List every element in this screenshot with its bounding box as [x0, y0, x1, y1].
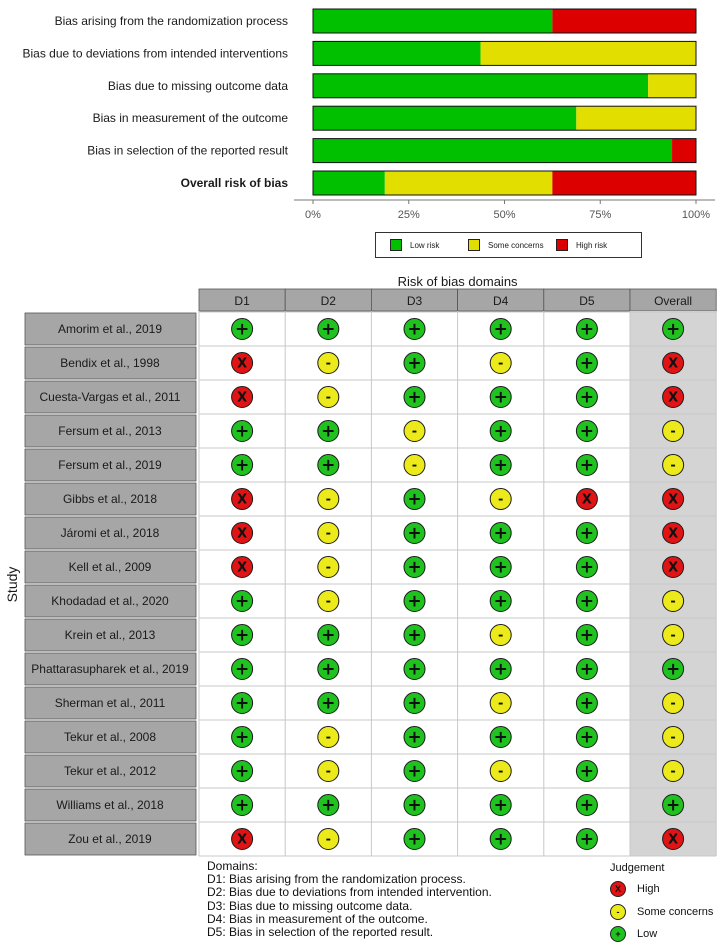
- judgement-glyph: +: [493, 319, 508, 340]
- judgement-glyph: +: [321, 421, 336, 442]
- judgement-glyph: +: [234, 421, 250, 442]
- judgement-glyph: +: [407, 761, 422, 782]
- domains-heading: Domains:: [207, 859, 258, 873]
- legend-swatch-high-risk: [556, 239, 568, 251]
- judgement-glyph: +: [234, 625, 250, 646]
- judgement-glyph: -: [411, 458, 418, 474]
- judgement-glyph: +: [493, 727, 508, 748]
- judgement-glyph: X: [668, 390, 679, 406]
- traffic-plot-title: Risk of bias domains: [397, 274, 518, 289]
- x-tick-label: 50%: [493, 209, 516, 221]
- study-label-bendix-et-al-1998: Bendix et al., 1998: [60, 356, 160, 370]
- judgement-glyph: -: [670, 424, 676, 440]
- judgement-glyph: +: [579, 319, 595, 340]
- bar-segment-high-risk: [552, 9, 696, 33]
- domain-line-d1: D1: Bias arising from the randomization process.: [207, 872, 466, 887]
- bar-segment-low-risk: [313, 41, 481, 65]
- summary-bar-chart: [0, 0, 726, 226]
- study-label-kell-et-al-2009: Kell et al., 2009: [68, 560, 152, 574]
- judgement-glyph: +: [407, 523, 422, 544]
- judgement-glyph: +: [665, 659, 681, 680]
- legend-label-some-concerns: Some concerns: [488, 240, 544, 250]
- legend-swatch-low-risk: [390, 239, 402, 251]
- judgement-glyph: X: [237, 492, 248, 508]
- judgement-glyph: +: [407, 625, 422, 646]
- judgement-glyph: +: [579, 591, 595, 612]
- study-label-fersum-et-al-2019: Fersum et al., 2019: [58, 458, 162, 472]
- judgement-glyph: -: [325, 730, 332, 746]
- category-label-bias-due-to-deviations-from-intended-interventions: Bias due to deviations from intended interventions: [22, 46, 288, 61]
- judgement-glyph: +: [321, 625, 336, 646]
- column-header-label-d3: D3: [406, 294, 423, 308]
- low-risk-icon: +: [610, 926, 626, 942]
- category-label-bias-arising-from-the-randomization-process: Bias arising from the randomization process: [54, 14, 288, 28]
- bar-segment-some-concerns: [648, 74, 696, 98]
- judgement-glyph: +: [579, 557, 595, 578]
- judgement-glyph: +: [579, 387, 595, 408]
- judgement-glyph: +: [665, 319, 681, 340]
- study-label-fersum-et-al-2013: Fersum et al., 2013: [58, 424, 162, 438]
- judgement-glyph: +: [493, 455, 508, 476]
- judgement-glyph: +: [407, 557, 422, 578]
- x-tick-label: 100%: [681, 209, 711, 221]
- judgement-glyph: +: [579, 761, 595, 782]
- high-risk-icon: X: [610, 881, 626, 897]
- study-label-krein-et-al-2013: Krein et al., 2013: [64, 628, 156, 642]
- judgement-glyph: +: [234, 795, 250, 816]
- judgement-glyph: X: [668, 832, 679, 848]
- judgement-glyph: X: [237, 356, 248, 372]
- study-label-tekur-et-al-2008: Tekur et al., 2008: [63, 730, 157, 744]
- judgement-glyph: +: [493, 829, 508, 850]
- legend-label-low-risk: Low risk: [410, 240, 440, 250]
- bar-segment-some-concerns: [576, 106, 696, 130]
- legend-item-high-risk: [556, 239, 607, 251]
- judgement-glyph: +: [234, 761, 250, 782]
- judgement-glyph: +: [234, 591, 250, 612]
- judgement-glyph: -: [670, 594, 676, 610]
- legend-label-high-risk: High risk: [576, 240, 608, 250]
- judgement-glyph: -: [670, 628, 676, 644]
- judgement-glyph: +: [234, 727, 250, 748]
- judgement-glyph: +: [321, 693, 336, 714]
- judgement-label-low: Low: [637, 928, 658, 940]
- judgement-glyph: -: [497, 628, 504, 644]
- judgement-glyph: +: [321, 659, 336, 680]
- judgement-glyph: +: [579, 727, 595, 748]
- study-axis-label: Study: [4, 566, 20, 603]
- judgement-glyph: +: [407, 591, 422, 612]
- judgement-label-high: High: [637, 883, 660, 895]
- judgement-glyph: +: [234, 455, 250, 476]
- study-label-phattarasupharek-et-al-2019: Phattarasupharek et al., 2019: [31, 662, 189, 676]
- bar-segment-low-risk: [313, 9, 552, 33]
- legend-item-low-risk: [390, 239, 439, 251]
- x-tick-label: 75%: [589, 209, 612, 221]
- column-header-label-d4: D4: [493, 294, 509, 308]
- study-label-sherman-et-al-2011: Sherman et al., 2011: [54, 696, 166, 710]
- judgement-glyph: -: [411, 424, 418, 440]
- judgement-glyph: +: [579, 523, 595, 544]
- legend-swatch-some-concerns: [468, 239, 480, 251]
- judgement-glyph: X: [237, 390, 248, 406]
- judgement-glyph: X: [668, 526, 679, 542]
- study-label-cuesta-vargas-et-al-2011: Cuesta-Vargas et al., 2011: [39, 390, 181, 404]
- category-label-bias-in-measurement-of-the-outcome: Bias in measurement of the outcome: [92, 111, 288, 126]
- legend-item-some-concerns: [468, 239, 544, 251]
- judgement-glyph: +: [407, 387, 422, 408]
- judgement-glyph: +: [579, 455, 595, 476]
- judgement-glyph: -: [325, 390, 332, 406]
- study-label-j-romi-et-al-2018: Járomi et al., 2018: [60, 526, 160, 540]
- study-label-khodadad-et-al-2020: Khodadad et al., 2020: [51, 594, 169, 608]
- judgement-glyph: +: [579, 795, 595, 816]
- domain-line-d4: D4: Bias in measurement of the outcome.: [207, 911, 428, 926]
- column-header-label-overall: Overall: [654, 294, 693, 308]
- judgement-glyph: -: [670, 458, 676, 474]
- bar-segment-low-risk: [313, 171, 385, 195]
- domain-line-d5: D5: Bias in selection of the reported result.: [207, 925, 434, 940]
- judgement-glyph: X: [237, 526, 248, 542]
- judgement-glyph: -: [497, 696, 504, 712]
- bar-segment-high-risk: [552, 171, 696, 195]
- judgement-glyph: X: [668, 492, 679, 508]
- judgement-glyph: -: [325, 764, 332, 780]
- study-label-zou-et-al-2019: Zou et al., 2019: [68, 832, 152, 846]
- judgement-glyph: +: [321, 795, 336, 816]
- some-concerns-icon: -: [610, 904, 626, 920]
- judgement-glyph: -: [670, 730, 676, 746]
- traffic-light-plot: [0, 270, 726, 858]
- judgement-item-low: [610, 926, 657, 942]
- bar-segment-some-concerns: [481, 41, 696, 65]
- domain-line-d2: D2: Bias due to deviations from intended intervention.: [207, 885, 492, 900]
- judgement-glyph: +: [234, 319, 250, 340]
- category-label-bias-in-selection-of-the-reported-result: Bias in selection of the reported result: [87, 143, 288, 158]
- judgement-glyph: -: [497, 356, 504, 372]
- summary-legend: [375, 232, 642, 258]
- judgement-label-some-concerns: Some concerns: [637, 906, 714, 918]
- judgement-glyph: -: [325, 832, 332, 848]
- judgement-glyph: +: [407, 829, 422, 850]
- x-tick-label: 25%: [397, 209, 420, 221]
- judgement-glyph: -: [497, 492, 504, 508]
- judgement-glyph: X: [237, 560, 248, 576]
- judgement-glyph: +: [407, 659, 422, 680]
- judgement-glyph: +: [234, 693, 250, 714]
- judgement-glyph: +: [407, 319, 422, 340]
- judgement-glyph: +: [493, 523, 508, 544]
- column-header-label-d2: D2: [320, 294, 336, 308]
- judgement-glyph: +: [493, 591, 508, 612]
- category-label-bias-due-to-missing-outcome-data: Bias due to missing outcome data: [107, 78, 288, 93]
- bar-segment-high-risk: [672, 139, 696, 163]
- study-label-tekur-et-al-2012: Tekur et al., 2012: [63, 764, 157, 778]
- judgement-glyph: +: [493, 557, 508, 578]
- judgement-glyph: +: [579, 353, 595, 374]
- judgement-glyph: -: [325, 356, 332, 372]
- judgement-glyph: +: [407, 693, 422, 714]
- bar-segment-low-risk: [313, 106, 576, 130]
- domain-line-d3: D3: Bias due to missing outcome data.: [207, 898, 413, 913]
- judgement-glyph: -: [325, 594, 332, 610]
- judgement-glyph: -: [670, 764, 676, 780]
- column-header-label-d5: D5: [579, 294, 595, 308]
- judgement-glyph: X: [668, 560, 679, 576]
- bar-segment-some-concerns: [385, 171, 553, 195]
- judgement-glyph: +: [665, 795, 681, 816]
- judgement-legend-title: Judgement: [610, 862, 665, 874]
- category-label-overall-risk-of-bias: Overall risk of bias: [180, 176, 288, 190]
- judgement-glyph: +: [407, 795, 422, 816]
- judgement-glyph: +: [579, 829, 595, 850]
- judgement-glyph: +: [493, 659, 508, 680]
- bar-segment-low-risk: [313, 74, 648, 98]
- judgement-glyph: +: [579, 421, 595, 442]
- study-label-gibbs-et-al-2018: Gibbs et al., 2018: [62, 492, 158, 506]
- judgement-glyph: +: [493, 421, 508, 442]
- judgement-glyph: +: [493, 387, 508, 408]
- judgement-glyph: +: [579, 693, 595, 714]
- judgement-glyph: +: [321, 455, 336, 476]
- bar-segment-low-risk: [313, 139, 672, 163]
- judgement-item-high: [610, 881, 660, 897]
- judgement-glyph: +: [579, 625, 595, 646]
- judgement-glyph: +: [579, 659, 595, 680]
- judgement-glyph: -: [497, 764, 504, 780]
- domains-note: [207, 860, 492, 939]
- judgement-glyph: -: [325, 560, 332, 576]
- judgement-glyph: +: [407, 489, 422, 510]
- judgement-glyph: +: [234, 659, 250, 680]
- judgement-glyph: +: [407, 353, 422, 374]
- judgement-glyph: X: [668, 356, 679, 372]
- column-header-label-d1: D1: [234, 294, 250, 308]
- x-tick-label: 0%: [305, 209, 321, 221]
- judgement-item-some-concerns: [610, 904, 713, 920]
- study-label-amorim-et-al-2019: Amorim et al., 2019: [57, 322, 163, 336]
- judgement-glyph: -: [670, 696, 676, 712]
- study-label-williams-et-al-2018: Williams et al., 2018: [56, 798, 164, 812]
- judgement-glyph: +: [493, 795, 508, 816]
- judgement-glyph: +: [321, 319, 336, 340]
- judgement-glyph: -: [325, 492, 332, 508]
- judgement-glyph: X: [581, 492, 592, 508]
- judgement-glyph: X: [237, 832, 248, 848]
- judgement-glyph: -: [325, 526, 332, 542]
- judgement-glyph: +: [407, 727, 422, 748]
